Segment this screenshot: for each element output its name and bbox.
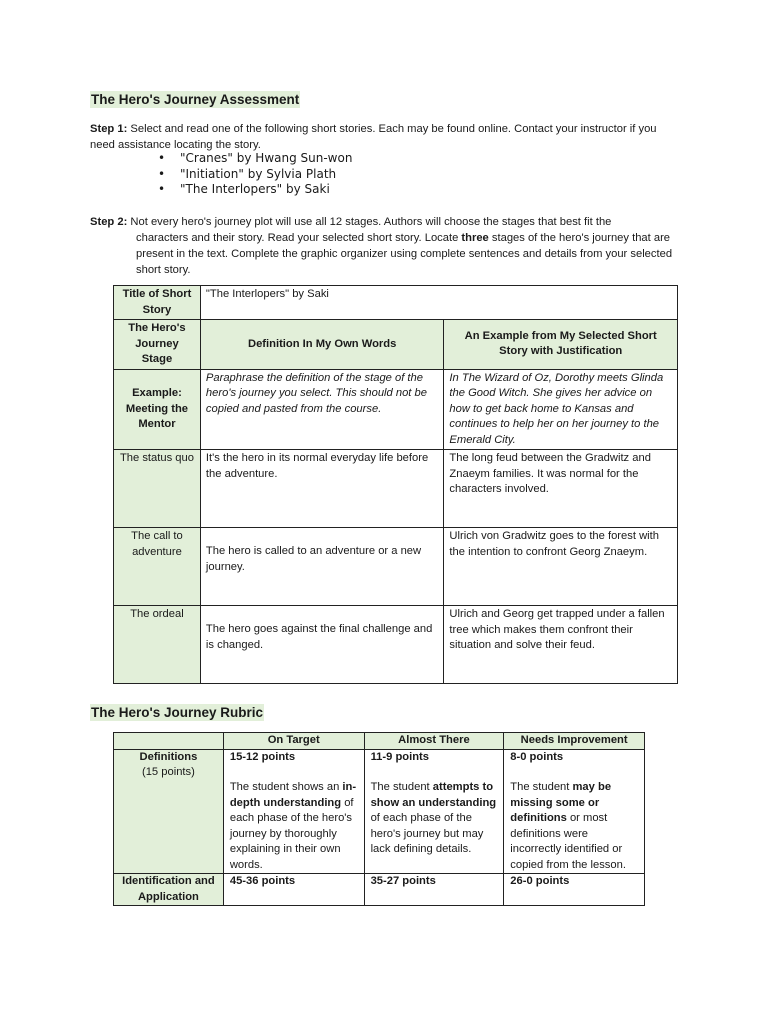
step2-bold-word: three bbox=[461, 232, 489, 244]
definitions-almost-there: 11-9 points The student attempts to show an understanding of each phase of the hero's journey but may lack defining details. bbox=[364, 749, 504, 874]
header-example: An Example from My Selected Short Story with Justification bbox=[444, 320, 678, 370]
example-cell: Ulrich von Gradwitz goes to the forest with the intention to confront Georg Znaeym. bbox=[444, 528, 678, 606]
step2-instructions bbox=[90, 214, 680, 278]
table-row bbox=[114, 528, 678, 606]
step2-label: Step 2: bbox=[90, 216, 128, 228]
definitions-label-cell bbox=[114, 749, 224, 874]
list-item: • "Cranes" by Hwang Sun-won bbox=[158, 151, 352, 167]
rubric-title: The Hero's Journey Rubric bbox=[91, 705, 263, 720]
example-cell: The long feud between the Gradwitz and Znaeym families. It was normal for the characters involved. bbox=[444, 450, 678, 528]
assessment-title: The Hero's Journey Assessment bbox=[91, 92, 300, 107]
identification-needs-improvement: 26-0 points bbox=[504, 874, 645, 906]
graphic-organizer-table bbox=[113, 285, 678, 684]
example-cell: Ulrich and Georg get trapped under a fallen tree which makes them confront their situation and solve their feud. bbox=[444, 606, 678, 684]
definitions-on-target: 15-12 points The student shows an in-depth understanding of each phase of the hero's journey by thoroughly explaining in their own words. bbox=[223, 749, 364, 874]
title-value-cell: "The Interlopers" by Saki bbox=[200, 286, 677, 320]
table-row bbox=[114, 606, 678, 684]
step1-instructions bbox=[90, 121, 680, 153]
step1-text: Select and read one of the following short stories. Each may be found online. Contact your instructor if you need assistance locating the story. bbox=[90, 123, 657, 151]
step2-text-b: characters and their story. Read your selected short story. Locate bbox=[136, 232, 462, 244]
definition-cell: It's the hero in its normal everyday life before the adventure. bbox=[200, 450, 444, 528]
definitions-needs-improvement: 8-0 points The student may be missing some or definitions or most definitions were incorrectly identified or copied from the lesson. bbox=[504, 749, 645, 874]
table-row bbox=[114, 733, 645, 750]
example-example: In The Wizard of Oz, Dorothy meets Glinda the Good Witch. She gives her advice on how to get back home to Kansas and continues to help her on her journey to the Emerald City. bbox=[444, 369, 678, 450]
table-row bbox=[114, 320, 678, 370]
example-definition: Paraphrase the definition of the stage of the hero's journey you select. This should not be copied and pasted from the course. bbox=[200, 369, 444, 450]
header-on-target: On Target bbox=[223, 733, 364, 750]
definitions-points: (15 points) bbox=[141, 766, 195, 778]
story-list bbox=[158, 151, 352, 198]
table-row bbox=[114, 874, 645, 906]
title-label-cell: Title of Short Story bbox=[114, 286, 201, 320]
stage-cell: The ordeal bbox=[114, 606, 201, 684]
stage-cell: The status quo bbox=[114, 450, 201, 528]
identification-almost-there: 35-27 points bbox=[364, 874, 504, 906]
example-stage: Example: Meeting the Mentor bbox=[114, 369, 201, 450]
step2-text-c: stages of the hero's journey that are present in the text. Complete the graphic organizer using complete sentences and details from your selected short story. bbox=[136, 232, 673, 276]
list-item: • "Initiation" by Sylvia Plath bbox=[158, 167, 352, 183]
table-row bbox=[114, 369, 678, 450]
list-item: • "The Interlopers" by Saki bbox=[158, 182, 352, 198]
rubric-table bbox=[113, 732, 645, 906]
definitions-label: Definitions bbox=[139, 750, 198, 763]
table-row bbox=[114, 749, 645, 874]
stage-cell: The call to adventure bbox=[114, 528, 201, 606]
table-row bbox=[114, 450, 678, 528]
definition-cell: The hero is called to an adventure or a new journey. bbox=[200, 528, 444, 606]
rubric-corner-cell bbox=[114, 733, 224, 750]
header-needs-improvement: Needs Improvement bbox=[504, 733, 645, 750]
step1-label: Step 1: bbox=[90, 123, 128, 135]
definition-cell: The hero goes against the final challenge and is changed. bbox=[200, 606, 444, 684]
table-row bbox=[114, 286, 678, 320]
header-stage: The Hero's Journey Stage bbox=[114, 320, 201, 370]
header-definition: Definition In My Own Words bbox=[200, 320, 444, 370]
identification-label-cell: Identification and Application bbox=[114, 874, 224, 906]
header-almost-there: Almost There bbox=[364, 733, 504, 750]
step2-text-a: Not every hero's journey plot will use all 12 stages. Authors will choose the stages that best fit the bbox=[127, 216, 612, 228]
identification-on-target: 45-36 points bbox=[223, 874, 364, 906]
